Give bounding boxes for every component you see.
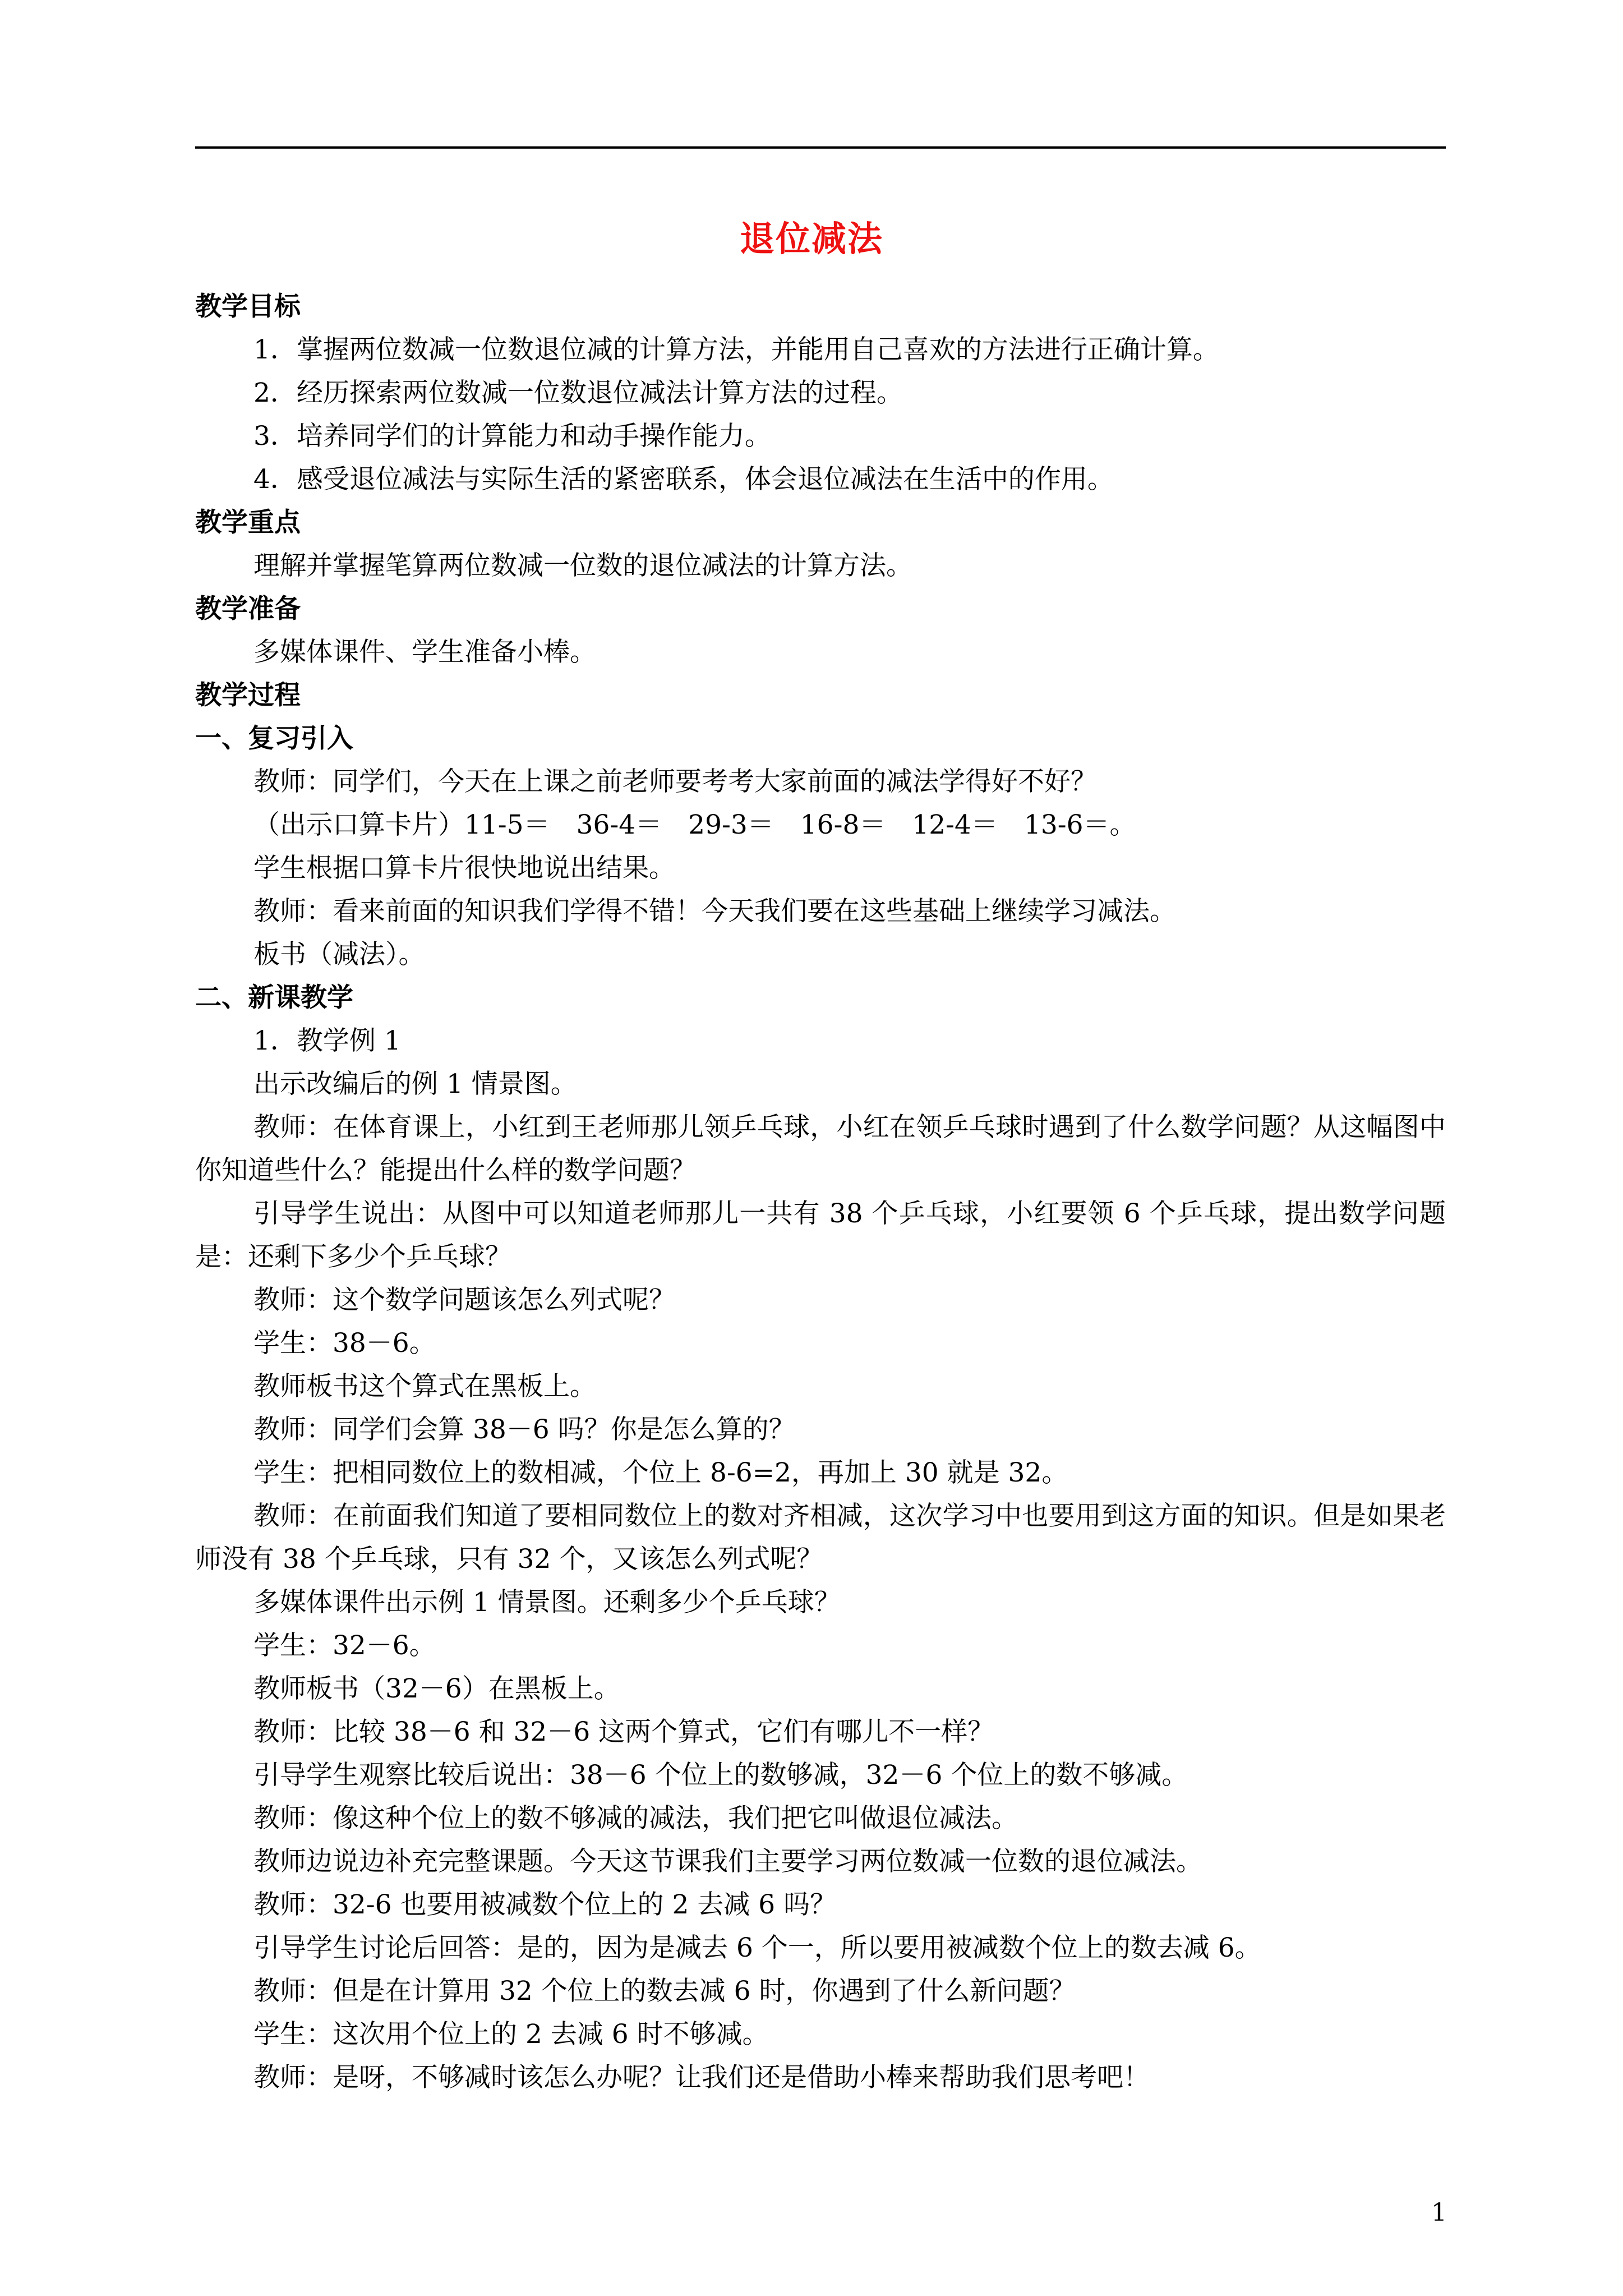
paragraph: 学生：38－6。 — [253, 1328, 436, 1359]
paragraph: 多媒体课件出示例 1 情景图。还剩多少个乒乓球？ — [253, 1587, 841, 1618]
section-heading-key-points: 教学重点 — [195, 507, 301, 538]
paragraph: 教师：同学们会算 38－6 吗？你是怎么算的？ — [253, 1414, 795, 1445]
paragraph: 学生根据口算卡片很快地说出结果。 — [253, 853, 675, 884]
paragraph: 引导学生观察比较后说出：38－6 个位上的数够减，32－6 个位上的数不够减。 — [253, 1760, 1188, 1791]
paragraph: 教师：看来前面的知识我们学得不错！今天我们要在这些基础上继续学习减法。 — [253, 896, 1176, 927]
document-body — [195, 285, 1446, 2099]
paragraph: 3．培养同学们的计算能力和动手操作能力。 — [253, 421, 771, 452]
paragraph: 教师：32-6 也要用被减数个位上的 2 去减 6 吗？ — [253, 1889, 837, 1920]
section-heading-review: 一、复习引入 — [195, 723, 353, 754]
paragraph: 理解并掌握笔算两位数减一位数的退位减法的计算方法。 — [253, 550, 912, 581]
paragraph: 1．教学例 1 — [253, 1025, 401, 1056]
paragraph: （出示口算卡片）11-5＝ 36-4＝ 29-3＝ 16-8＝ 12-4＝ 13-6＝。 — [253, 809, 1136, 840]
paragraph: 2．经历探索两位数减一位数退位减法计算方法的过程。 — [253, 378, 903, 408]
paragraph: 引导学生说出：从图中可以知道老师那儿一共有 38 个乒乓球，小红要领 6 个乒乓球，提出数学问题是：还剩下多少个乒乓球？ — [195, 1198, 1446, 1272]
paragraph: 教师：比较 38－6 和 32－6 这两个算式，它们有哪儿不一样？ — [253, 1717, 994, 1747]
paragraph: 教师：在前面我们知道了要相同数位上的数对齐相减，这次学习中也要用到这方面的知识。但是如果老师没有 38 个乒乓球，只有 32 个，又该怎么列式呢？ — [195, 1501, 1446, 1575]
section-heading-objectives: 教学目标 — [195, 291, 301, 322]
section-heading-new-lesson: 二、新课教学 — [195, 982, 353, 1013]
paragraph: 板书（减法）。 — [253, 939, 425, 970]
paragraph: 教师：在体育课上，小红到王老师那儿领乒乓球，小红在领乒乓球时遇到了什么数学问题？从这幅图中你知道些什么？能提出什么样的数学问题？ — [195, 1112, 1446, 1186]
paragraph: 教师板书这个算式在黑板上。 — [253, 1371, 596, 1402]
paragraph: 教师：这个数学问题该怎么列式呢？ — [253, 1285, 675, 1315]
paragraph: 多媒体课件、学生准备小棒。 — [253, 637, 596, 668]
paragraph: 4．感受退位减法与实际生活的紧密联系，体会退位减法在生活中的作用。 — [253, 464, 1114, 495]
paragraph: 教师：像这种个位上的数不够减的减法，我们把它叫做退位减法。 — [253, 1803, 1018, 1834]
section-heading-preparation: 教学准备 — [195, 593, 301, 624]
section-heading-process: 教学过程 — [195, 680, 301, 711]
paragraph: 引导学生讨论后回答：是的，因为是减去 6 个一，所以要用被减数个位上的数去减 6。 — [253, 1932, 1261, 1963]
paragraph: 教师：是呀，不够减时该怎么办呢？让我们还是借助小棒来帮助我们思考吧！ — [253, 2062, 1150, 2093]
page-number: 1 — [1431, 2198, 1447, 2227]
paragraph: 学生：32－6。 — [253, 1630, 436, 1661]
paragraph: 教师：同学们，今天在上课之前老师要考考大家前面的减法学得好不好？ — [253, 766, 1097, 797]
paragraph: 教师边说边补充完整课题。今天这节课我们主要学习两位数减一位数的退位减法。 — [253, 1846, 1202, 1877]
header-rule — [195, 146, 1446, 149]
paragraph: 教师板书（32－6）在黑板上。 — [253, 1673, 620, 1704]
paragraph: 教师：但是在计算用 32 个位上的数去减 6 时，你遇到了什么新问题？ — [253, 1976, 1076, 2007]
paragraph: 学生：这次用个位上的 2 去减 6 时不够减。 — [253, 2019, 769, 2050]
paragraph: 学生：把相同数位上的数相减，个位上 8-6=2，再加上 30 就是 32。 — [253, 1457, 1068, 1488]
document-title: 退位减法 — [739, 218, 883, 259]
paragraph: 出示改编后的例 1 情景图。 — [253, 1069, 577, 1099]
paragraph: 1．掌握两位数减一位数退位减的计算方法，并能用自己喜欢的方法进行正确计算。 — [253, 334, 1219, 365]
